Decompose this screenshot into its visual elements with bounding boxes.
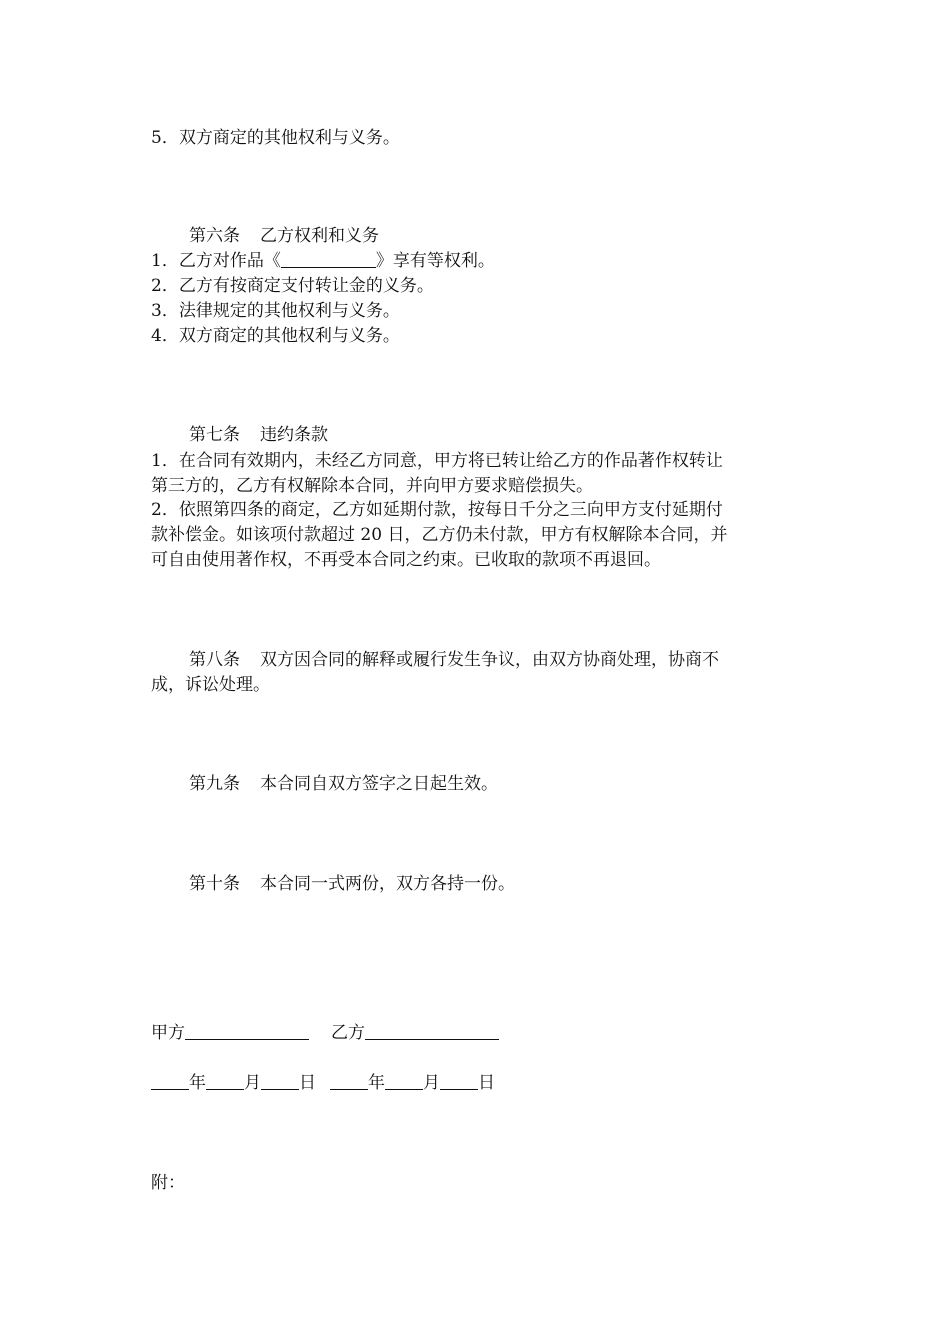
work-title-blank (281, 250, 376, 268)
article8-line1 (189, 648, 834, 673)
party-a-year-label: 年 (189, 1073, 206, 1093)
party-a-month-label: 月 (244, 1073, 261, 1093)
article7-title: 违约条款 (260, 425, 328, 445)
date-line (151, 1071, 796, 1096)
article6-title: 乙方权利和义务 (260, 226, 379, 246)
party-b-month-blank (385, 1072, 423, 1090)
signature-line (151, 1021, 796, 1046)
article5-item5: 5．双方商定的其他权利与义务。 (151, 128, 400, 148)
party-a-month-blank (206, 1072, 244, 1090)
party-b-signature-blank (365, 1022, 499, 1040)
article6-number: 第六条 (189, 226, 240, 246)
party-b-month-label: 月 (423, 1073, 440, 1093)
article8-text: 双方因合同的解释或履行发生争议，由双方协商处理，协商不 (260, 650, 719, 670)
article6-heading (189, 224, 834, 249)
article10-text: 本合同一式两份，双方各持一份。 (260, 874, 515, 894)
appendix-label: 附： (151, 1173, 185, 1193)
article8-number: 第八条 (189, 650, 240, 670)
article6-item2: 2．乙方有按商定支付转让金的义务。 (151, 276, 434, 296)
article6-item4: 4．双方商定的其他权利与义务。 (151, 326, 400, 346)
party-a-signature-blank (185, 1022, 309, 1040)
article7-item1-line2: 第三方的，乙方有权解除本合同，并向甲方要求赔偿损失。 (151, 476, 593, 496)
article7-item2-line3: 可自由使用著作权，不再受本合同之约束。已收取的款项不再退回。 (151, 550, 661, 570)
party-a-label: 甲方 (151, 1023, 185, 1043)
article7-heading (189, 423, 834, 448)
article6-item1 (151, 249, 796, 274)
article8-line2: 成，诉讼处理。 (151, 675, 270, 695)
party-b-year-label: 年 (368, 1073, 385, 1093)
article10 (189, 872, 834, 897)
article7-item2-line1: 2．依照第四条的商定，乙方如延期付款，按每日千分之三向甲方支付延期付 (151, 500, 723, 520)
article6-item3: 3．法律规定的其他权利与义务。 (151, 301, 400, 321)
article7-item2-line2: 款补偿金。如该项付款超过 20 日，乙方仍未付款，甲方有权解除本合同，并 (151, 525, 728, 545)
party-b-day-blank (440, 1072, 478, 1090)
article6-item1-prefix: 1．乙方对作品《 (151, 251, 281, 271)
article9-text: 本合同自双方签字之日起生效。 (260, 774, 498, 794)
article9 (189, 772, 834, 797)
party-b-label: 乙方 (331, 1023, 365, 1043)
article6-item1-suffix: 》享有等权利。 (375, 251, 495, 271)
article9-number: 第九条 (189, 774, 240, 794)
party-b-year-blank (330, 1072, 368, 1090)
party-b-day-label: 日 (478, 1073, 495, 1093)
article7-number: 第七条 (189, 425, 240, 445)
article7-item1-line1: 1．在合同有效期内，未经乙方同意，甲方将已转让给乙方的作品著作权转让 (151, 451, 723, 471)
article10-number: 第十条 (189, 874, 240, 894)
party-a-day-label: 日 (299, 1073, 316, 1093)
party-a-day-blank (261, 1072, 299, 1090)
party-a-year-blank (151, 1072, 189, 1090)
